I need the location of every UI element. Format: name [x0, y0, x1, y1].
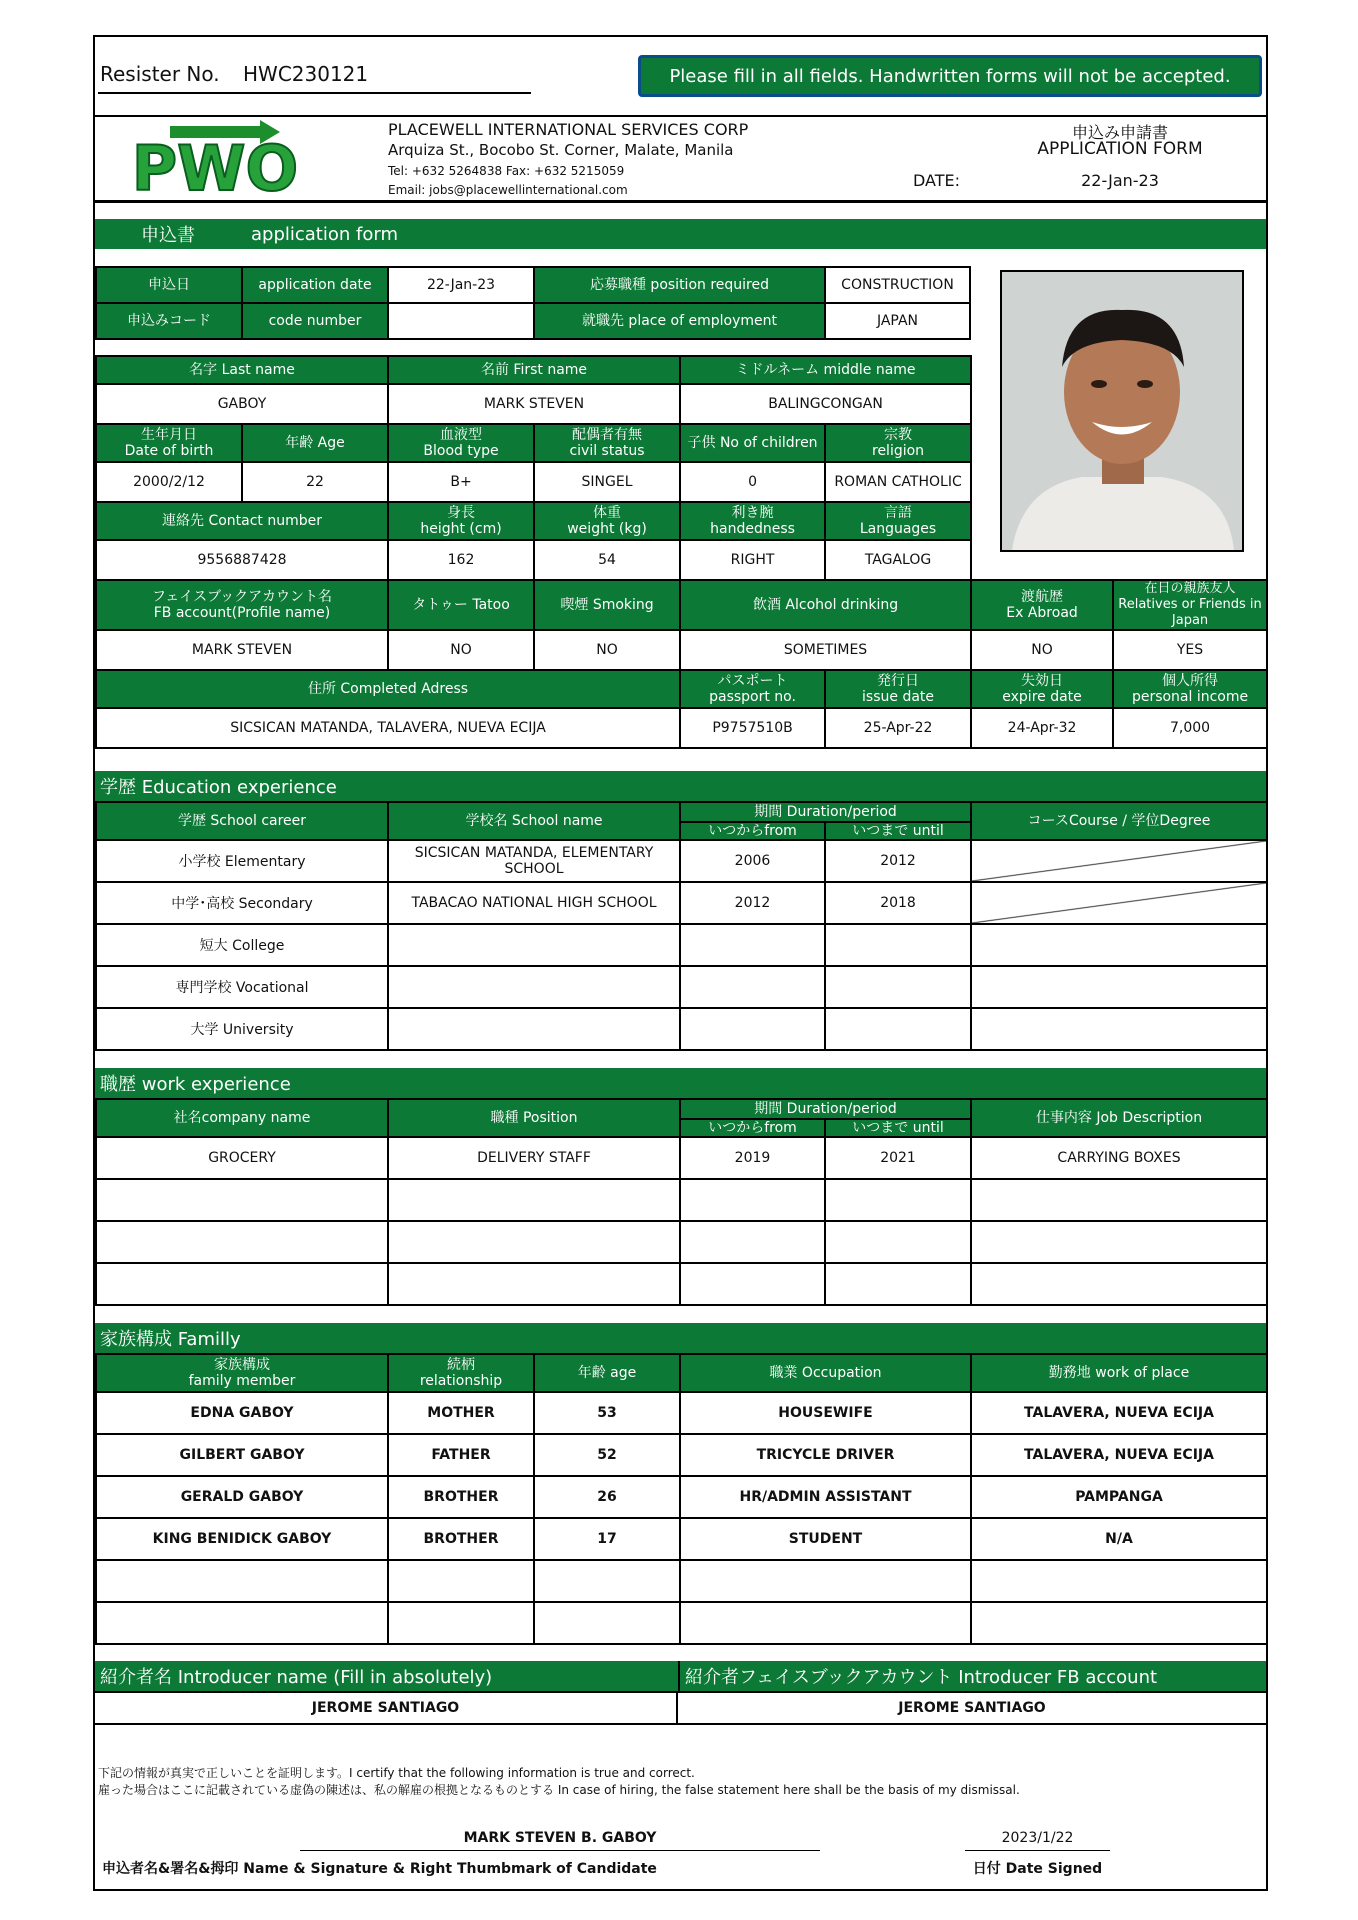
section-family: 家族構成 Familly [95, 1323, 1266, 1353]
address: SICSICAN MATANDA, TALAVERA, NUEVA ECIJA [96, 708, 680, 748]
signature-line [300, 1850, 820, 1851]
table-row: KING BENIDICK GABOY BROTHER 17 STUDENT N/A [96, 1518, 1267, 1560]
table-row [96, 1602, 1267, 1644]
introducer-name: JEROME SANTIAGO [95, 1691, 678, 1725]
edu-duration-header: 期間 Duration/period [680, 802, 971, 822]
signature-label: 申込者名&署名&拇印 Name & Signature & Right Thumbmark of Candidate [102, 1861, 657, 1877]
work-job-header: 仕事内容 Job Description [971, 1099, 1267, 1137]
religion: ROMAN CATHOLIC [825, 462, 971, 502]
smoking-header: 喫煙 Smoking [534, 580, 680, 630]
fb-header: フェイスブックアカウント名 FB account(Profile name) [96, 580, 388, 630]
middle-name-header: ミドルネーム middle name [680, 356, 971, 384]
edu-from-header: いつからfrom [680, 822, 825, 840]
tattoo-header: タトゥー Tatoo [388, 580, 534, 630]
app-date-jp: 申込日 [96, 267, 242, 303]
date-line [965, 1850, 1110, 1851]
tattoo: NO [388, 630, 534, 670]
place-label: 就職先 place of employment [534, 303, 825, 339]
family-member-header: 家族構成 family member [96, 1354, 388, 1392]
table-row: GROCERY DELIVERY STAFF 2019 2021 CARRYING BOXES [96, 1137, 1267, 1179]
table-row [96, 1560, 1267, 1602]
income-header: 個人所得 personal income [1113, 670, 1267, 708]
work-from-header: いつからfrom [680, 1119, 825, 1137]
family-table [95, 1353, 1268, 1645]
date-label: DATE: [913, 171, 961, 190]
section-education: 学歴 Education experience [95, 771, 1266, 801]
edu-course-header: コースCourse / 学位Degree [971, 802, 1267, 840]
smoking: NO [534, 630, 680, 670]
work-until-header: いつまで until [825, 1119, 971, 1137]
introducer-fb: JEROME SANTIAGO [678, 1691, 1266, 1725]
signed-date: 2023/1/22 [1001, 1830, 1074, 1846]
table-row: 大学 University [96, 1008, 1267, 1050]
expire-date: 24-Apr-32 [971, 708, 1113, 748]
issue-header: 発行日 issue date [825, 670, 971, 708]
edu-school-header: 学校名 School name [388, 802, 680, 840]
dob-header: 生年月日 Date of birth [96, 424, 242, 462]
passport-header: パスポート passport no. [680, 670, 825, 708]
work-table [95, 1098, 1268, 1306]
form-title-en: APPLICATION FORM [1037, 139, 1203, 159]
table-row [96, 1221, 1267, 1263]
work-duration-header: 期間 Duration/period [680, 1099, 971, 1119]
first-name: MARK STEVEN [388, 384, 680, 424]
ex-abroad: NO [971, 630, 1113, 670]
expire-header: 失効日 expire date [971, 670, 1113, 708]
children-header: 子供 No of children [680, 424, 825, 462]
hand-header: 利き腕 handedness [680, 502, 825, 540]
last-name: GABOY [96, 384, 388, 424]
civil-status: SINGEL [534, 462, 680, 502]
section-application-en: application form [251, 223, 398, 245]
register-underline [98, 92, 531, 94]
religion-header: 宗教 religion [825, 424, 971, 462]
code-en: code number [242, 303, 388, 339]
company-address: Arquiza St., Bocobo St. Corner, Malate, Manila [388, 141, 734, 159]
dob: 2000/2/12 [96, 462, 242, 502]
work-position-header: 職種 Position [388, 1099, 680, 1137]
personal-info-table [95, 355, 1268, 749]
family-occupation-header: 職業 Occupation [680, 1354, 971, 1392]
position-label: 応募職種 position required [534, 267, 825, 303]
handedness: RIGHT [680, 540, 825, 580]
relatives-header: 在日の親族友人 Relatives or Friends in Japan [1113, 580, 1267, 630]
civil-header: 配偶者有無 civil status [534, 424, 680, 462]
family-place-header: 勤務地 work of place [971, 1354, 1267, 1392]
edu-career-header: 学歴 School career [96, 802, 388, 840]
table-row: 短大 College [96, 924, 1267, 966]
languages: TAGALOG [825, 540, 971, 580]
section-work: 職歴 work experience [95, 1068, 1266, 1098]
middle-name: BALINGCONGAN [680, 384, 971, 424]
table-row: 小学校 Elementary SICSICAN MATANDA, ELEMENTARY SCHOOL 2006 2012 [96, 840, 1267, 882]
alcohol: SOMETIMES [680, 630, 971, 670]
table-row [96, 1179, 1267, 1221]
family-relationship-header: 続柄 relationship [388, 1354, 534, 1392]
app-date-value: 22-Jan-23 [388, 267, 534, 303]
edu-course-slash [971, 840, 1267, 882]
company-logo [110, 118, 320, 200]
certify-line-2: 雇った場合はここに記載されている虚偽の陳述は、私の解雇の根拠となるものとする In case of hiring, the false statement here shall be the basis of my dismissal. [98, 1783, 1020, 1797]
last-name-header: 名字 Last name [96, 356, 388, 384]
register-label: Resister No. [100, 62, 220, 86]
table-row: 中学･高校 Secondary TABACAO NATIONAL HIGH SCHOOL 2012 2018 [96, 882, 1267, 924]
family-age-header: 年齢 age [534, 1354, 680, 1392]
introducer-fb-header: 紹介者フェイスブックアカウント Introducer FB account [678, 1661, 1266, 1691]
passport-no: P9757510B [680, 708, 825, 748]
table-row [96, 1263, 1267, 1305]
contact-number: 9556887428 [96, 540, 388, 580]
first-name-header: 名前 First name [388, 356, 680, 384]
abroad-header: 渡航歴 Ex Abroad [971, 580, 1113, 630]
application-info-table [95, 266, 971, 340]
issue-date: 25-Apr-22 [825, 708, 971, 748]
notice-banner: Please fill in all fields. Handwritten forms will not be accepted. [638, 55, 1262, 97]
date-value: 22-Jan-23 [1081, 171, 1159, 190]
age: 22 [242, 462, 388, 502]
height: 162 [388, 540, 534, 580]
alcohol-header: 飲酒 Alcohol drinking [680, 580, 971, 630]
table-row: GERALD GABOY BROTHER 26 HR/ADMIN ASSISTANT PAMPANGA [96, 1476, 1267, 1518]
relatives-in-japan: YES [1113, 630, 1267, 670]
personal-income: 7,000 [1113, 708, 1267, 748]
edu-course-slash [971, 882, 1267, 924]
address-header: 住所 Completed Adress [96, 670, 680, 708]
code-jp: 申込みコード [96, 303, 242, 339]
form-title-jp: 申込み申請書 [1071, 123, 1168, 142]
table-row: 専門学校 Vocational [96, 966, 1267, 1008]
position-value: CONSTRUCTION [825, 267, 970, 303]
app-date-en: application date [242, 267, 388, 303]
place-value: JAPAN [825, 303, 970, 339]
children-count: 0 [680, 462, 825, 502]
weight: 54 [534, 540, 680, 580]
company-email: Email: jobs@placewellinternational.com [388, 183, 628, 197]
logo-text: PWO [131, 132, 299, 200]
header-divider [93, 115, 1268, 117]
table-row: EDNA GABOY MOTHER 53 HOUSEWIFE TALAVERA, NUEVA ECIJA [96, 1392, 1267, 1434]
contact-header: 連絡先 Contact number [96, 502, 388, 540]
header-bottom-rule [93, 200, 1268, 203]
age-header: 年齢 Age [242, 424, 388, 462]
weight-header: 体重 weight (kg) [534, 502, 680, 540]
table-row: GILBERT GABOY FATHER 52 TRICYCLE DRIVER TALAVERA, NUEVA ECIJA [96, 1434, 1267, 1476]
education-table [95, 801, 1268, 1051]
certify-line-1: 下記の情報が真実で正しいことを証明します。I certify that the following information is true and correct. [98, 1766, 695, 1780]
section-application [95, 219, 1266, 249]
section-application-jp: 申込書 [141, 225, 195, 246]
blood-header: 血液型 Blood type [388, 424, 534, 462]
blood-type: B+ [388, 462, 534, 502]
code-value [388, 303, 534, 339]
company-tel: Tel: +632 5264838 Fax: +632 5215059 [388, 164, 625, 178]
lang-header: 言語 Languages [825, 502, 971, 540]
height-header: 身長 height (cm) [388, 502, 534, 540]
date-signed-label: 日付 Date Signed [972, 1861, 1103, 1877]
fb-account: MARK STEVEN [96, 630, 388, 670]
register-number: HWC230121 [243, 62, 369, 86]
work-company-header: 社名company name [96, 1099, 388, 1137]
signer-name: MARK STEVEN B. GABOY [463, 1830, 657, 1846]
edu-until-header: いつまで until [825, 822, 971, 840]
introducer-name-header: 紹介者名 Introducer name (Fill in absolutely) [95, 1661, 678, 1691]
company-name: PLACEWELL INTERNATIONAL SERVICES CORP [388, 120, 749, 139]
